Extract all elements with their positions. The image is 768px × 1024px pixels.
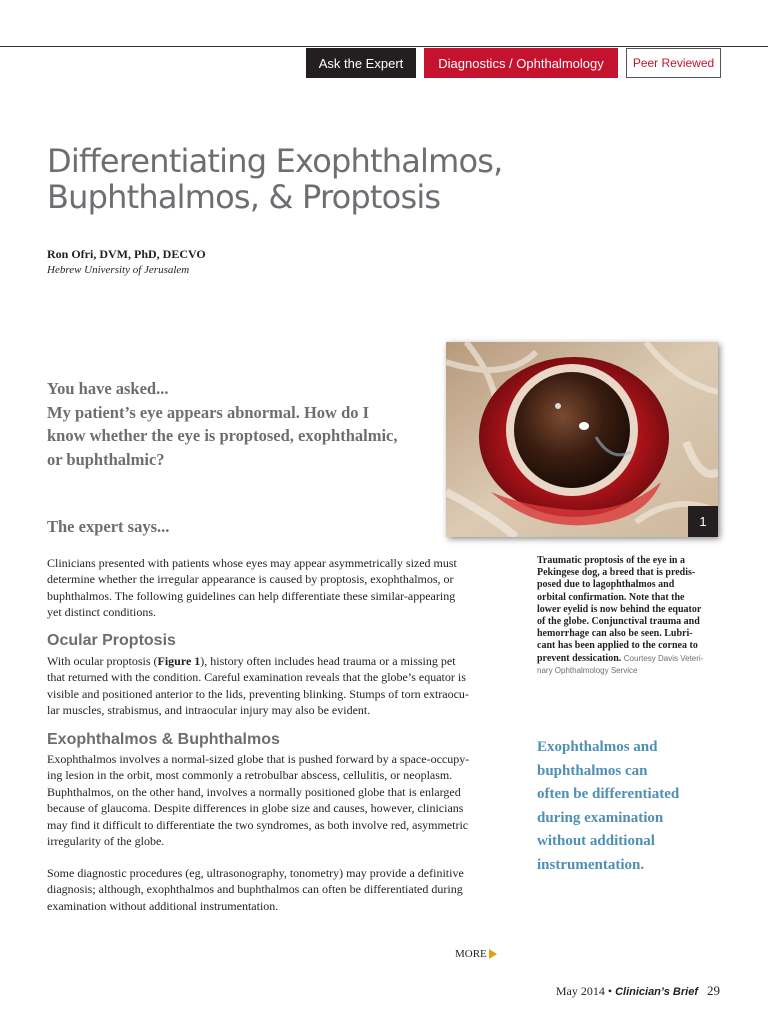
figure-reference: Figure 1: [157, 654, 201, 668]
figure-caption: [537, 555, 727, 677]
play-arrow-icon: [489, 949, 497, 959]
question-line: You have asked...: [47, 379, 169, 398]
body-line: ing lesion in the orbit, most commonly a retrobulbar abscess, cellulitis, or neoplasm.: [47, 768, 453, 783]
caption-line: orbital confirmation. Note that the: [537, 591, 685, 603]
pull-quote: [537, 736, 737, 877]
body-line: [47, 653, 497, 669]
page-number: 29: [707, 983, 720, 998]
question-block: [47, 377, 437, 471]
figure-photo-proptosed-eye: [446, 342, 718, 537]
body-line: that returned with the condition. Careful examination reveals that the globe’s equator is: [47, 670, 466, 685]
body-text: ), history often includes head trauma or a missing pet: [200, 654, 456, 668]
question-line: or buphthalmic?: [47, 449, 165, 469]
more-label: MORE: [455, 948, 487, 960]
caption-line: lower eyelid is now behind the equator: [537, 603, 702, 615]
caption-line: of the globe. Conjunctival trauma and: [537, 616, 700, 628]
body-line: buphthalmos. The following guidelines can help differentiate these similar-appearing: [47, 588, 456, 603]
diagnostics-paragraph: [47, 865, 497, 914]
exophthalmos-paragraph: [47, 751, 497, 849]
caption-line: [537, 653, 727, 665]
pullquote-line: during examination: [537, 809, 664, 826]
proptosis-paragraph: [47, 653, 497, 719]
page-footer: [556, 983, 720, 999]
question-line: know whether the eye is proptosed, exophthalmic,: [47, 426, 398, 445]
title-line: Buphthalmos, & Proptosis: [47, 178, 441, 216]
figure-number-badge: 1: [688, 506, 718, 537]
caption-line: Pekingese dog, a breed that is predis-: [537, 567, 696, 579]
title-line: Differentiating Exophthalmos,: [47, 142, 503, 180]
body-line: Exophthalmos involves a normal-sized globe that is pushed forward by a space-occupy-: [47, 752, 470, 766]
footer-date: May 2014 •: [555, 984, 613, 998]
body-line: yet distinct conditions.: [47, 605, 156, 620]
footer-brand: Clinician’s Brief: [615, 986, 698, 998]
body-line: may find it difficult to differentiate the two syndromes, as both involve red, asymmetric: [47, 817, 469, 832]
tag-category: Diagnostics / Ophthalmology: [424, 48, 618, 78]
photo-credit: Courtesy Davis Veteri-: [623, 653, 704, 663]
pullquote-line: without additional: [537, 833, 655, 849]
pullquote-line: often be differentiated: [537, 786, 680, 802]
author-affiliation: Hebrew University of Jerusalem: [47, 264, 190, 276]
article-title: [47, 143, 607, 215]
heading-ocular-proptosis: Ocular Proptosis: [47, 632, 176, 649]
body-line: lar muscles, strabismus, and intraocular injury may also be evident.: [47, 703, 371, 718]
intro-paragraph: [47, 555, 497, 621]
more-link[interactable]: [455, 948, 497, 960]
top-rule: [0, 46, 768, 47]
pullquote-line: buphthalmos can: [537, 762, 648, 779]
caption-text: prevent dessication.: [537, 652, 622, 664]
heading-exophthalmos-buphthalmos: Exophthalmos & Buphthalmos: [47, 731, 280, 748]
author-name: Ron Ofri, DVM, PhD, DECVO: [47, 247, 206, 261]
caption-line: cant has been applied to the cornea to: [537, 640, 698, 652]
body-line: because of glaucoma. Despite differences in globe size and causes, however, clinicians: [47, 801, 464, 816]
body-line: Buphthalmos, on the other hand, involves a normally positioned globe that is enlarged: [47, 784, 461, 799]
photo-credit: nary Ophthalmology Service: [537, 665, 638, 675]
body-line: determine whether the irregular appearance is caused by proptosis, exophthalmos, or: [47, 572, 454, 587]
body-line: diagnosis; although, exophthalmos and buphthalmos can often be differentiated during: [47, 882, 463, 897]
caption-line: Traumatic proptosis of the eye in a: [537, 555, 685, 566]
expert-says-heading: The expert says...: [47, 517, 170, 536]
tag-peer-reviewed: Peer Reviewed: [626, 48, 721, 78]
caption-line: posed due to lagophthalmos and: [537, 579, 675, 591]
body-line: Clinicians presented with patients whose eyes may appear asymmetrically sized must: [47, 556, 457, 570]
question-line: My patient’s eye appears abnormal. How do I: [47, 402, 370, 422]
body-line: visible and positioned anterior to the lids, preventing blinking. Stumps of torn extraocu-: [47, 686, 469, 701]
body-line: irregularity of the globe.: [47, 834, 165, 849]
body-line: examination without additional instrumentation.: [47, 898, 279, 913]
pullquote-line: instrumentation.: [537, 856, 645, 873]
caption-line: hemorrhage can also be seen. Lubri-: [537, 628, 693, 640]
body-line: Some diagnostic procedures (eg, ultrasonography, tonometry) may provide a definitive: [47, 866, 464, 880]
pullquote-line: Exophthalmos and: [537, 739, 658, 755]
tag-ask-the-expert: Ask the Expert: [306, 48, 416, 78]
body-text: With ocular proptosis (: [47, 654, 158, 668]
